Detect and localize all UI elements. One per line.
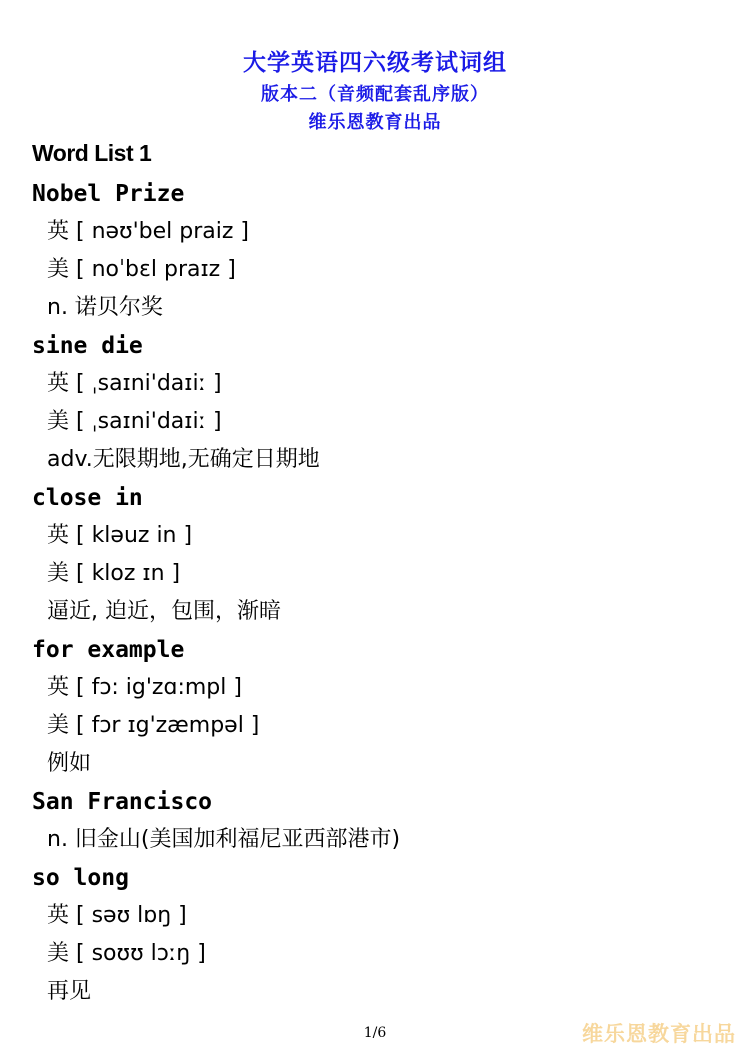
entry-san-francisco <box>0 783 750 859</box>
entry-term: so long <box>32 865 129 891</box>
definition: n. 旧金山(美国加利福尼亚西部港市) <box>47 827 401 852</box>
word-list-title: Word List 1 <box>32 140 152 166</box>
entry-term: for example <box>32 637 185 663</box>
document-subtitle: 版本二（音频配套乱序版） <box>261 84 489 105</box>
pronunciation-uk: 英 [ nəʊ'bel praiz ] <box>47 219 250 244</box>
entry-for-example <box>0 631 750 783</box>
page-number: 1/6 <box>363 1025 387 1041</box>
definition: 逼近, 迫近，包围，渐暗 <box>47 599 281 624</box>
pronunciation-us: 美 [ noˈbɛl praɪz ] <box>47 257 236 282</box>
pronunciation-uk: 英 [ kləuz in ] <box>47 523 193 548</box>
entry-sine-die <box>0 327 750 479</box>
definition: 再见 <box>47 979 92 1004</box>
entry-term: close in <box>32 485 143 511</box>
pronunciation-us: 美 [ soʊʊ lɔːŋ ] <box>47 941 206 966</box>
pronunciation-us: 美 [ fɔr ɪg'zæmpəl ] <box>47 713 260 738</box>
word-entries <box>0 175 750 1011</box>
definition: adv.无限期地,无确定日期地 <box>47 447 320 472</box>
entry-term: sine die <box>32 333 143 359</box>
entry-close-in <box>0 479 750 631</box>
definition: n. 诺贝尔奖 <box>47 295 163 320</box>
publisher-watermark: 维乐恩教育出品 <box>582 1022 736 1046</box>
document-title: 大学英语四六级考试词组 <box>243 50 507 76</box>
pronunciation-us: 美 [ kloz ɪn ] <box>47 561 181 586</box>
pronunciation-uk: 英 [ fɔ: ig'zɑ:mpl ] <box>47 675 242 700</box>
pronunciation-us: 美 [ ˌsaɪni'daɪiː ] <box>47 409 222 434</box>
entry-nobel-prize <box>0 175 750 327</box>
pronunciation-uk: 英 [ səʊ lɒŋ ] <box>47 903 187 928</box>
definition: 例如 <box>47 751 92 776</box>
publisher-line: 维乐恩教育出品 <box>308 112 442 133</box>
entry-so-long <box>0 859 750 1011</box>
entry-term: San Francisco <box>32 789 213 815</box>
entry-term: Nobel Prize <box>32 181 185 207</box>
pronunciation-uk: 英 [ ˌsaɪni'daɪiː ] <box>47 371 222 396</box>
